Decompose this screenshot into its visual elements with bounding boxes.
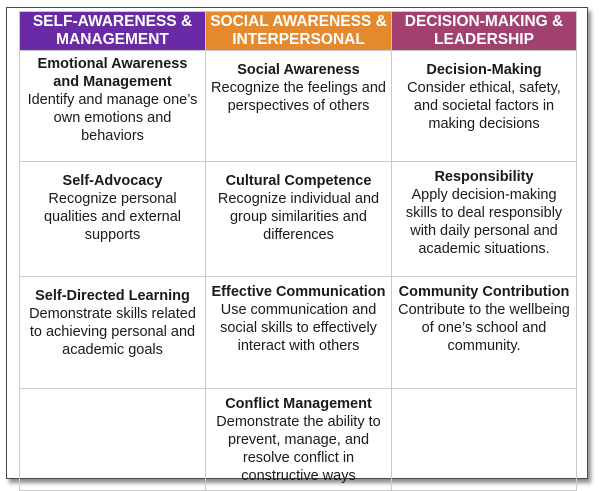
header-row	[20, 12, 577, 51]
competency-table	[19, 11, 577, 491]
competency-title: Emotional Awareness and Management	[37, 56, 188, 90]
header-line: SOCIAL AWARENESS &	[210, 13, 387, 30]
header-self-awareness	[20, 12, 206, 51]
competency-description: Use communication and social skills to effectively interact with others	[220, 302, 377, 354]
competency-title: Community Contribution	[398, 284, 570, 300]
table-row	[20, 51, 577, 162]
competency-title: Effective Communication	[211, 284, 386, 300]
competency-title: Conflict Management	[225, 396, 372, 412]
table-row	[20, 389, 577, 491]
table-row	[20, 162, 577, 277]
header-social-awareness	[206, 12, 392, 51]
competency-cell	[392, 162, 577, 277]
competency-description: Recognize personal qualities and external supports	[43, 191, 182, 243]
competency-cell	[20, 277, 206, 389]
empty-cell	[392, 389, 577, 491]
competency-description: Recognize individual and group similarities and differences	[217, 191, 380, 243]
competency-description: Demonstrate skills related to achieving personal and academic goals	[29, 306, 196, 358]
competency-cell	[206, 162, 392, 277]
competency-title: Self-Advocacy	[62, 173, 163, 189]
competency-title: Cultural Competence	[225, 173, 372, 189]
header-line: LEADERSHIP	[434, 31, 534, 48]
competency-title: Decision-Making	[426, 62, 542, 78]
competency-description: Contribute to the wellbeing of one’s school and community.	[398, 302, 570, 354]
competency-title: Self-Directed Learning	[35, 288, 190, 304]
header-line: MANAGEMENT	[56, 31, 169, 48]
competency-title: Responsibility	[434, 169, 534, 185]
competency-description: Identify and manage one’s own emotions and behaviors	[27, 92, 198, 144]
header-decision-making	[392, 12, 577, 51]
header-line: SELF-AWARENESS &	[32, 13, 193, 30]
table-row	[20, 277, 577, 389]
competency-title: Social Awareness	[237, 62, 360, 78]
competency-cell	[206, 389, 392, 491]
competency-cell	[20, 51, 206, 162]
header-line: INTERPERSONAL	[232, 31, 365, 48]
competency-description: Recognize the feelings and perspectives of others	[211, 80, 386, 114]
competency-description: Demonstrate the ability to prevent, manage, and resolve conflict in constructive ways	[216, 414, 381, 484]
competency-cell	[392, 51, 577, 162]
empty-cell	[20, 389, 206, 491]
competency-description: Apply decision-making skills to deal responsibly with daily personal and academic situations.	[405, 187, 563, 257]
header-line: DECISION-MAKING &	[404, 13, 564, 30]
competency-cell	[20, 162, 206, 277]
competency-cell	[206, 277, 392, 389]
competency-cell	[206, 51, 392, 162]
competency-description: Consider ethical, safety, and societal factors in making decisions	[407, 80, 561, 132]
competency-cell	[392, 277, 577, 389]
